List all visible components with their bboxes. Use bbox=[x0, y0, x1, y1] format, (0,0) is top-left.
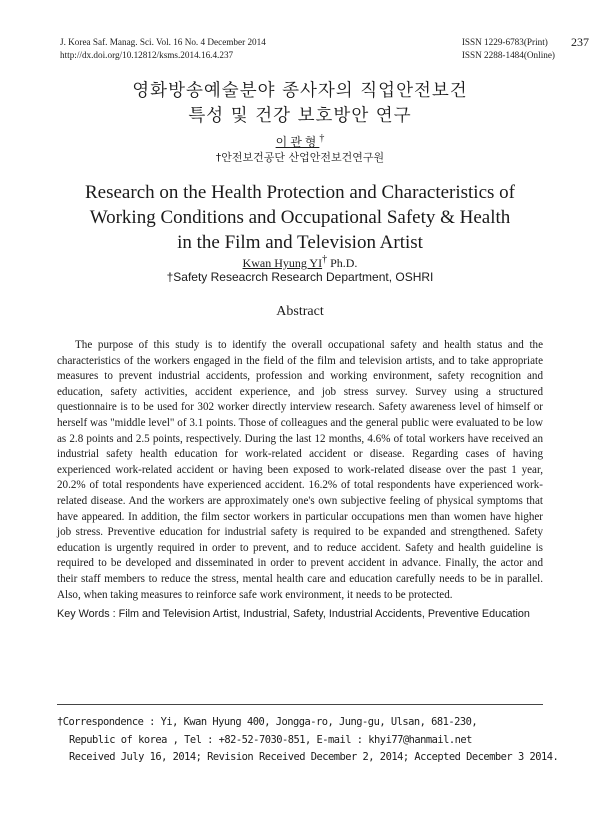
issn-print: ISSN 1229-6783(Print) bbox=[461, 37, 548, 47]
korean-author-mark: † bbox=[319, 133, 325, 144]
journal-citation: J. Korea Saf. Manag. Sci. Vol. 16 No. 4 December 2014 bbox=[60, 37, 266, 47]
doi-link[interactable]: http://dx.doi.org/10.12812/ksms.2014.16.4.237 bbox=[60, 49, 234, 60]
footnote bbox=[57, 714, 558, 767]
english-title-line-3: in the Film and Television Artist bbox=[177, 232, 423, 253]
issn-online: ISSN 2288-1484(Online) bbox=[461, 49, 555, 60]
page-number: 237 bbox=[571, 35, 589, 49]
issn-block bbox=[461, 35, 589, 61]
abstract-body: The purpose of this study is to identify the overall occupational safety and health status and the characteristics of the workers engaged in the field of the film and television artists, and to take appropriate measures to prevent industrial accidents, profession and working environment, safety recognition and education, safety activities, accident experience, and job stress survey. Survey using a structured questionnaire is to be used for 302 worker directly interview research. Safety awareness level of himself or herself was "middle level" of 3.1 points. Those of colleagues and the general public were evaluated to be low as 2.8 points and 2.5 points, respectively. During the last 12 months, 4.6% of total workers have received an industrial safety health education for work-related accident or disease. Regarding cases of having experienced work-related accident or having been exposed to work-related disease over the past 1 year, 20.2% of total respondents have experienced accident. 16.2% of total respondents have experienced work-related disease. And the workers are approximately one's own subjective feeling of physical symptoms that have appeared. In addition, the film sector workers in particular occupations men than women have higher job stress. Preventive education for industrial safety is required to be expanded and strengthened. Safety education is urgently required in order to prevent, and to reduce accident. Safety and health guideline is required to be developed and disseminated in order to prevent accident in advance. Finally, the actor and their staff members to reduce the stress, mental health care and education carefully needs to be in parallel. Also, when taking measures to reinforce safe work environment, it needs to be protected. bbox=[57, 339, 543, 601]
journal-header bbox=[60, 36, 266, 61]
english-author-name: Kwan Hyung YI bbox=[242, 256, 323, 270]
correspondence-line: †Correspondence : Yi, Kwan Hyung 400, Jongga-ro, Jung-gu, Ulsan, 681-230, bbox=[57, 716, 478, 728]
english-title-line-1: Research on the Health Protection and Characteristics of bbox=[85, 182, 515, 203]
english-title bbox=[0, 180, 600, 255]
korean-title bbox=[0, 79, 600, 129]
korean-affiliation: †안전보건공단 산업안전보건연구원 bbox=[215, 151, 385, 164]
received-dates: Received July 16, 2014; Revision Received December 2, 2014; Accepted December 3 2014. bbox=[69, 751, 559, 763]
english-author-degree: Ph.D. bbox=[327, 256, 358, 270]
contact-line: Republic of korea , Tel : +82-52-7030-851, E-mail : khyi77@hanmail.net bbox=[69, 733, 472, 746]
korean-title-line-1: 영화방송예술분야 종사자의 직업안전보건 bbox=[132, 81, 468, 101]
english-author-mark: † bbox=[322, 254, 328, 265]
english-title-line-2: Working Conditions and Occupational Safety & Health bbox=[89, 207, 511, 228]
korean-author-name: 이관형 bbox=[275, 135, 320, 149]
footnote-divider bbox=[57, 704, 543, 705]
english-affiliation: †Safety Reseacrch Research Department, OSHRI bbox=[166, 270, 434, 284]
abstract-heading: Abstract bbox=[276, 304, 324, 319]
korean-title-line-2: 특성 및 건강 보호방안 연구 bbox=[188, 106, 412, 126]
keywords: Key Words : Film and Television Artist, Industrial, Safety, Industrial Accidents, Preventive Education bbox=[57, 608, 530, 620]
english-author bbox=[0, 254, 600, 271]
korean-author bbox=[0, 133, 600, 150]
